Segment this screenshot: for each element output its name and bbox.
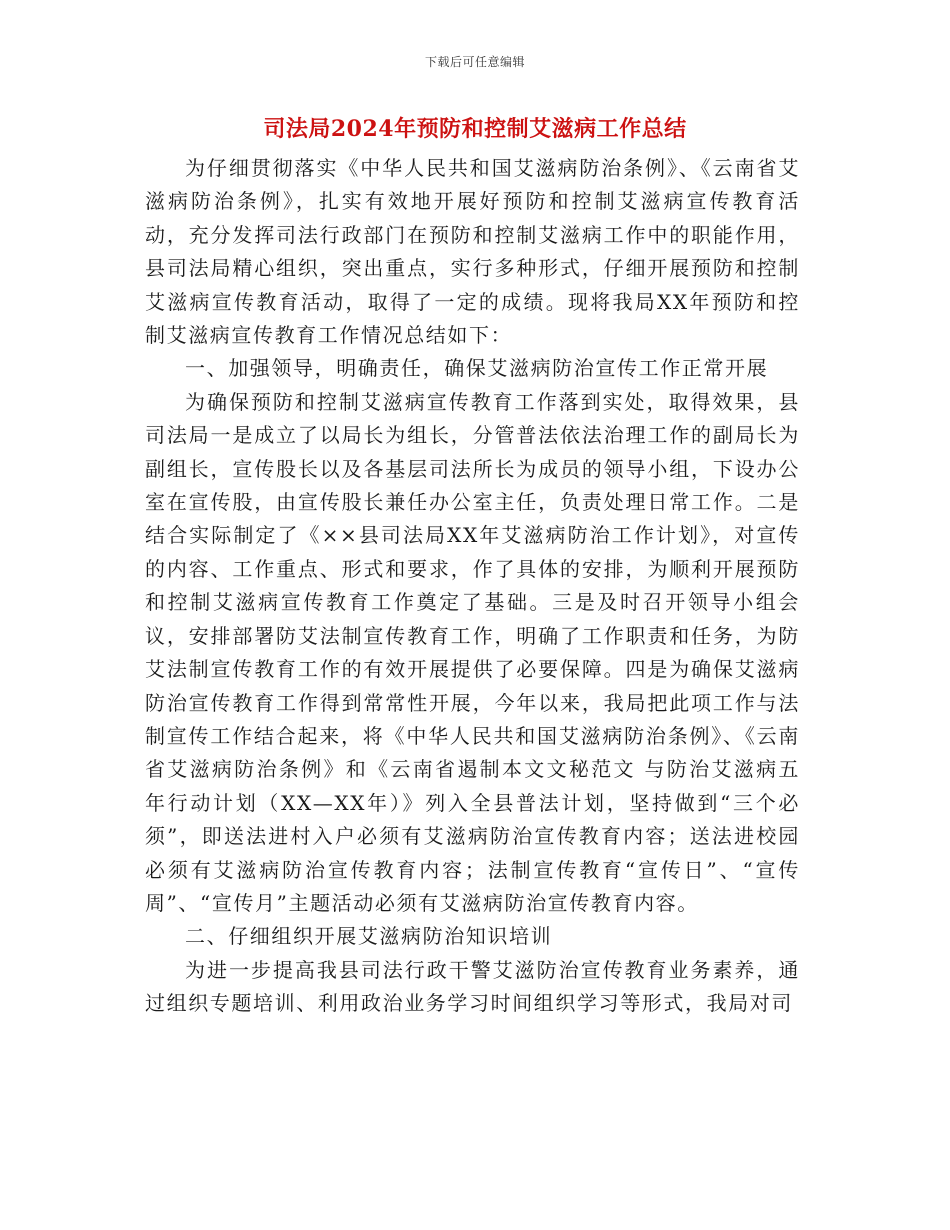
section-heading-1: 一、加强领导，明确责任，确保艾滋病防治宣传工作正常开展 [185,356,769,381]
document-title: 司法局2024年预防和控制艾滋病工作总结 [263,116,687,142]
section-heading-2: 二、仔细组织开展艾滋病防治知识培训 [185,924,553,949]
document-body [145,152,800,1021]
paragraph-section-2: 为进一步提高我县司法行政干警艾滋防治宣传教育业务素养，通过组织专题培训、利用政治业务学习时间组织学习等形式，我局对司 [145,957,800,1016]
paragraph-intro: 为仔细贯彻落实《中华人民共和国艾滋病防治条例》、《云南省艾滋病防治条例》，扎实有效地开展好预防和控制艾滋病宣传教育活动，充分发挥司法行政部门在预防和控制艾滋病工作中的职能作用，县司法局精心组织，突出重点，实行多种形式，仔细开展预防和控制艾滋病宣传教育活动，取得了一定的成绩。现将我局XX年预防和控制艾滋病宣传教育工作情况总结如下： [145,156,800,348]
paragraph-section-1: 为确保预防和控制艾滋病宣传教育工作落到实处，取得效果，县司法局一是成立了以局长为组长，分管普法依法治理工作的副局长为副组长，宣传股长以及各基层司法所长为成员的领导小组，下设办公室在宣传股，由宣传股长兼任办公室主任，负责处理日常工作。二是结合实际制定了《××县司法局XX年艾滋病防治工作计划》，对宣传的内容、工作重点、形式和要求，作了具体的安排，为顺利开展预防和控制艾滋病宣传教育工作奠定了基础。三是及时召开领导小组会议，安排部署防艾法制宣传教育工作，明确了工作职责和任务，为防艾法制宣传教育工作的有效开展提供了必要保障。四是为确保艾滋病防治宣传教育工作得到常常性开展，今年以来，我局把此项工作与法制宣传工作结合起来，将《中华人民共和国艾滋病防治条例》、《云南省艾滋病防治条例》和《云南省遏制本文文秘范文 与防治艾滋病五年行动计划（XX—XX年）》列入全县普法计划，坚持做到“三个必须”，即送法进村入户必须有艾滋病防治宣传教育内容；送法进校园必须有艾滋病防治宣传教育内容；法制宣传教育“宣传日”、“宣传周”、“宣传月”主题活动必须有艾滋病防治宣传教育内容。 [145,389,800,915]
header-note: 下载后可任意编辑 [424,55,525,69]
